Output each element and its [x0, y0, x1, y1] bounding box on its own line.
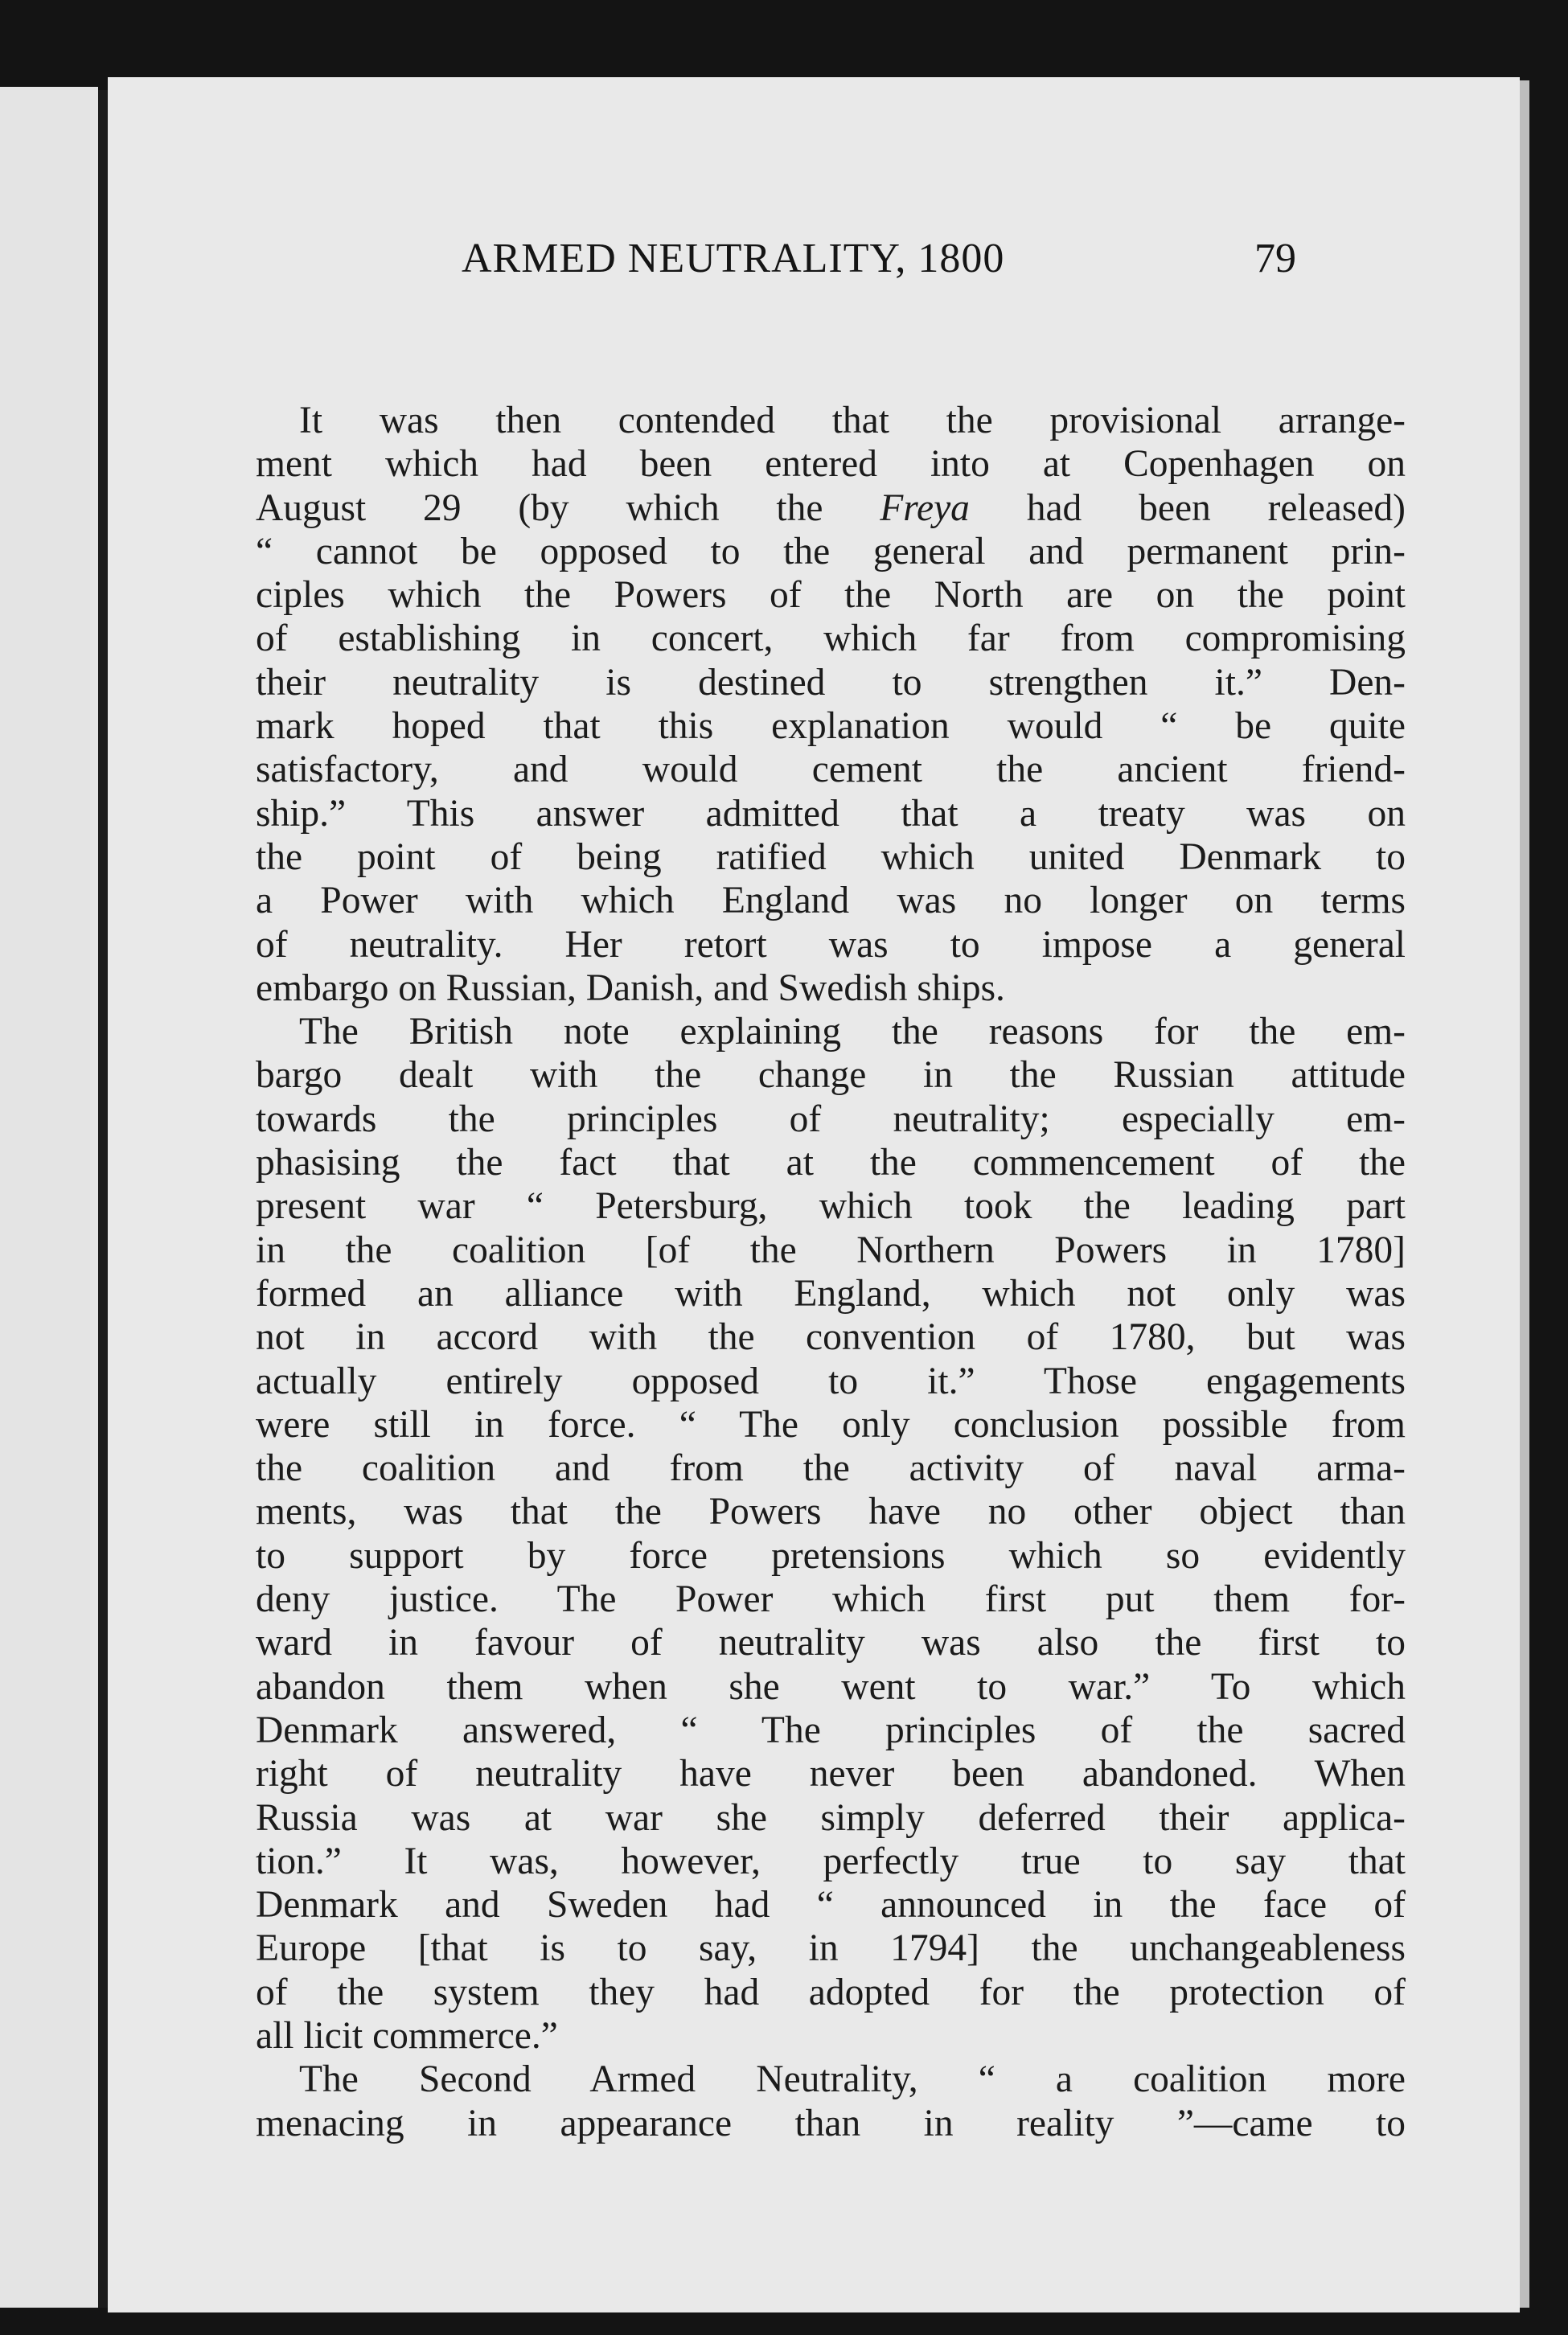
text-line: of neutrality. Her retort was to impose a general — [256, 923, 1406, 966]
text-line: deny justice. The Power which first put them for- — [256, 1578, 1406, 1621]
text-line: Denmark and Sweden had “ announced in the face of — [256, 1884, 1406, 1927]
text-line: Europe [that is to say, in 1794] the unchangeableness — [256, 1927, 1406, 1970]
body-text — [256, 399, 1406, 2145]
text-line: “ cannot be opposed to the general and permanent prin- — [256, 530, 1406, 572]
text-line: August 29 (by which the Freya had been released) — [256, 486, 1406, 529]
running-head — [108, 235, 1520, 307]
ship-name-italic: Freya — [880, 486, 970, 529]
text-line: ments, was that the Powers have no other object than — [256, 1491, 1406, 1533]
text-line: embargo on Russian, Danish, and Swedish ships. — [256, 966, 1005, 1009]
running-title: ARMED NEUTRALITY, 1800 — [462, 236, 1005, 281]
text-line: tion.” It was, however, perfectly true to say that — [256, 1840, 1406, 1882]
page-number: 79 — [1254, 236, 1296, 281]
text-line: towards the principles of neutrality; especially em- — [256, 1098, 1406, 1140]
book-page — [108, 77, 1520, 2312]
text-line: of the system they had adopted for the protection of — [256, 1971, 1406, 2013]
text-line: actually entirely opposed to it.” Those engagements — [256, 1360, 1406, 1402]
text-line: Denmark answered, “ The principles of the sacred — [256, 1709, 1406, 1751]
text-line: were still in force. “ The only conclusion possible from — [256, 1403, 1406, 1446]
text-line: Russia was at war she simply deferred their applica- — [256, 1796, 1406, 1839]
text-line: menacing in appearance than in reality ”—came to — [256, 2102, 1406, 2144]
text-line: the point of being ratified which united Denmark to — [256, 835, 1406, 878]
text-line: It was then contended that the provisional arrange- — [299, 400, 1406, 441]
text-line: formed an alliance with England, which not only was — [256, 1272, 1406, 1315]
text-line: satisfactory, and would cement the ancient friend- — [256, 749, 1406, 791]
text-line: a Power with which England was no longer on terms — [256, 880, 1406, 922]
page-fore-edge — [1520, 80, 1529, 2308]
text-line: ship.” This answer admitted that a treaty was on — [256, 792, 1406, 835]
text-line: ciples which the Powers of the North are on the point — [256, 574, 1406, 617]
text-line: of establishing in concert, which far from compromising — [256, 618, 1406, 660]
text-line: all licit commerce.” — [256, 2014, 558, 2057]
text-line: phasising the fact that at the commencement of the — [256, 1142, 1406, 1184]
text-line: the coalition and from the activity of naval arma- — [256, 1447, 1406, 1490]
text-line: ment which had been entered into at Copenhagen on — [256, 443, 1406, 486]
text-line: abandon them when she went to war.” To which — [256, 1665, 1406, 1708]
text-line: present war “ Petersburg, which took the leading part — [256, 1185, 1406, 1228]
facing-page-edge — [0, 87, 98, 2308]
text-line: The Second Armed Neutrality, “ a coalition more — [299, 2058, 1406, 2101]
text-line: ward in favour of neutrality was also the first to — [256, 1622, 1406, 1664]
text-line: The British note explaining the reasons for the em- — [299, 1011, 1406, 1053]
text-line: mark hoped that this explanation would “ be quite — [256, 705, 1406, 748]
text-line: not in accord with the convention of 1780, but was — [256, 1316, 1406, 1359]
text-line: right of neutrality have never been abandoned. When — [256, 1753, 1406, 1795]
text-line: their neutrality is destined to strengthen it.” Den- — [256, 661, 1406, 704]
text-line: bargo dealt with the change in the Russian attitude — [256, 1054, 1406, 1097]
text-line: in the coalition [of the Northern Powers in 1780] — [256, 1229, 1406, 1271]
book-gutter — [98, 90, 108, 2308]
text-line: to support by force pretensions which so evidently — [256, 1534, 1406, 1577]
